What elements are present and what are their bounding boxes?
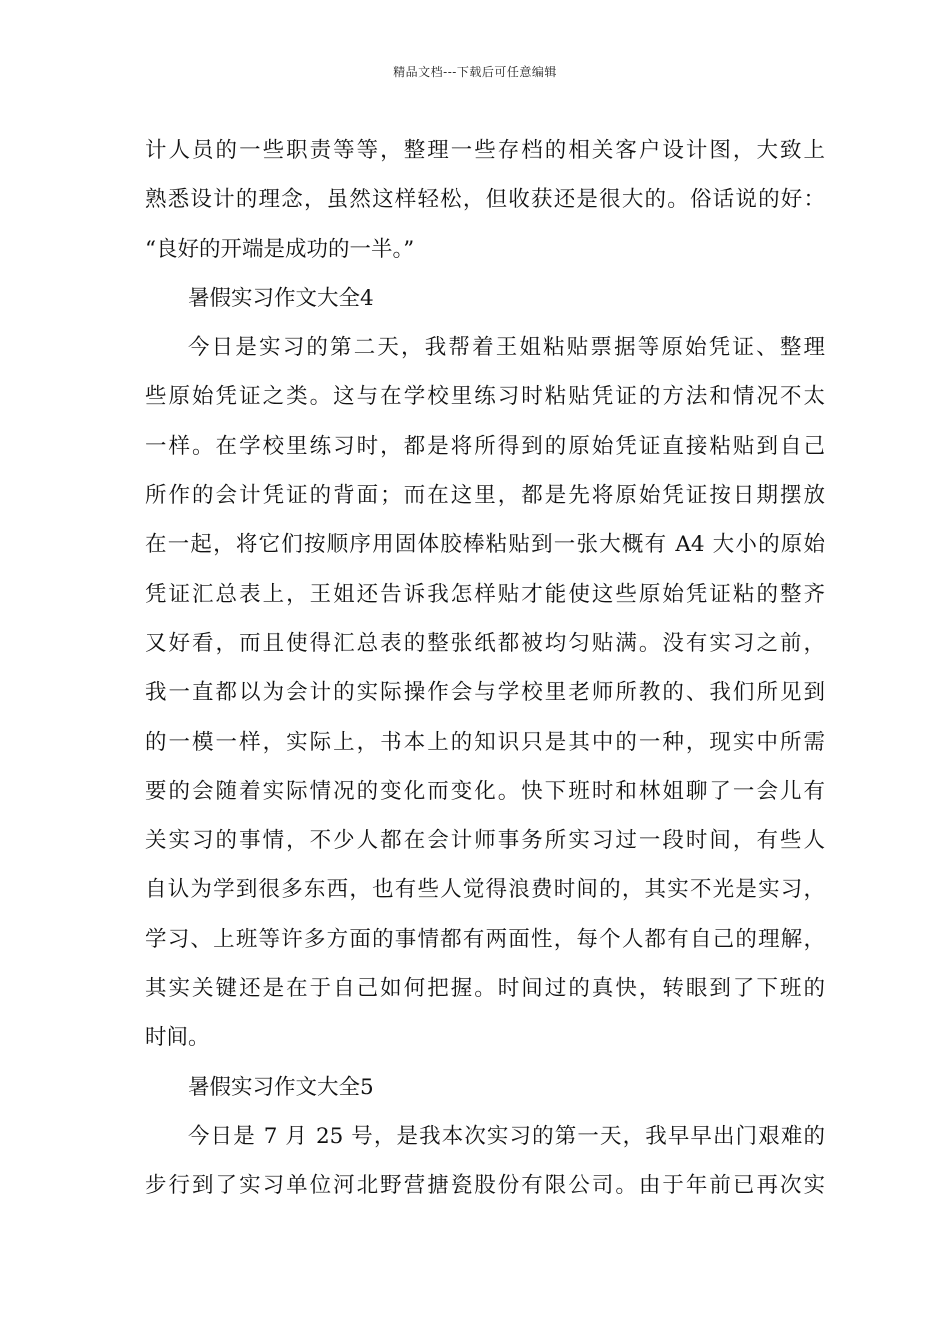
paragraph-line: 在一起，将它们按顺序用固体胶棒粘贴到一张大概有 A4 大小的原始 — [145, 532, 825, 558]
paragraph-line: 我一直都以为会计的实际操作会与学校里老师所教的、我们所见到 — [145, 680, 825, 706]
paragraph-line: 其实关键还是在于自己如何把握。时间过的真快，转眼到了下班的 — [145, 976, 825, 1002]
paragraph-line: 自认为学到很多东西，也有些人觉得浪费时间的，其实不光是实习， — [145, 877, 825, 903]
paragraph-line: 一样。在学校里练习时，都是将所得到的原始凭证直接粘贴到自己 — [145, 433, 825, 459]
paragraph-line: 要的会随着实际情况的变化而变化。快下班时和林姐聊了一会儿有 — [145, 778, 825, 804]
page-header: 精品文档---下载后可任意编辑 — [393, 65, 557, 79]
section-heading: 暑假实习作文大全4 — [188, 285, 374, 311]
section-heading: 暑假实习作文大全5 — [188, 1074, 374, 1100]
paragraph-line: 凭证汇总表上，王姐还告诉我怎样贴才能使这些原始凭证粘的整齐 — [145, 581, 825, 607]
paragraph-line: 关实习的事情，不少人都在会计师事务所实习过一段时间，有些人 — [145, 828, 825, 854]
paragraph-line: 今日是 7 月 25 号，是我本次实习的第一天，我早早出门艰难的 — [188, 1123, 825, 1149]
document-body — [145, 126, 825, 1211]
paragraph-line: “良好的开端是成功的一半。” — [145, 236, 415, 262]
paragraph-line: 的一模一样，实际上，书本上的知识只是其中的一种，现实中所需 — [145, 729, 825, 755]
paragraph-line: 今日是实习的第二天，我帮着王姐粘贴票据等原始凭证、整理 — [188, 335, 825, 361]
paragraph-line: 些原始凭证之类。这与在学校里练习时粘贴凭证的方法和情况不太 — [145, 384, 825, 410]
paragraph-line: 所作的会计凭证的背面；而在这里，都是先将原始凭证按日期摆放 — [145, 483, 825, 509]
paragraph-line: 计人员的一些职责等等，整理一些存档的相关客户设计图，大致上 — [145, 138, 825, 163]
paragraph-line: 步行到了实习单位河北野营搪瓷股份有限公司。由于年前已再次实 — [145, 1173, 825, 1199]
paragraph-line: 学习、上班等许多方面的事情都有两面性，每个人都有自己的理解， — [145, 926, 825, 952]
paragraph-line: 又好看，而且使得汇总表的整张纸都被均匀贴满。没有实习之前， — [145, 630, 825, 656]
paragraph-line: 熟悉设计的理念，虽然这样轻松，但收获还是很大的。俗话说的好： — [145, 187, 825, 213]
paragraph-line: 时间。 — [145, 1025, 210, 1051]
